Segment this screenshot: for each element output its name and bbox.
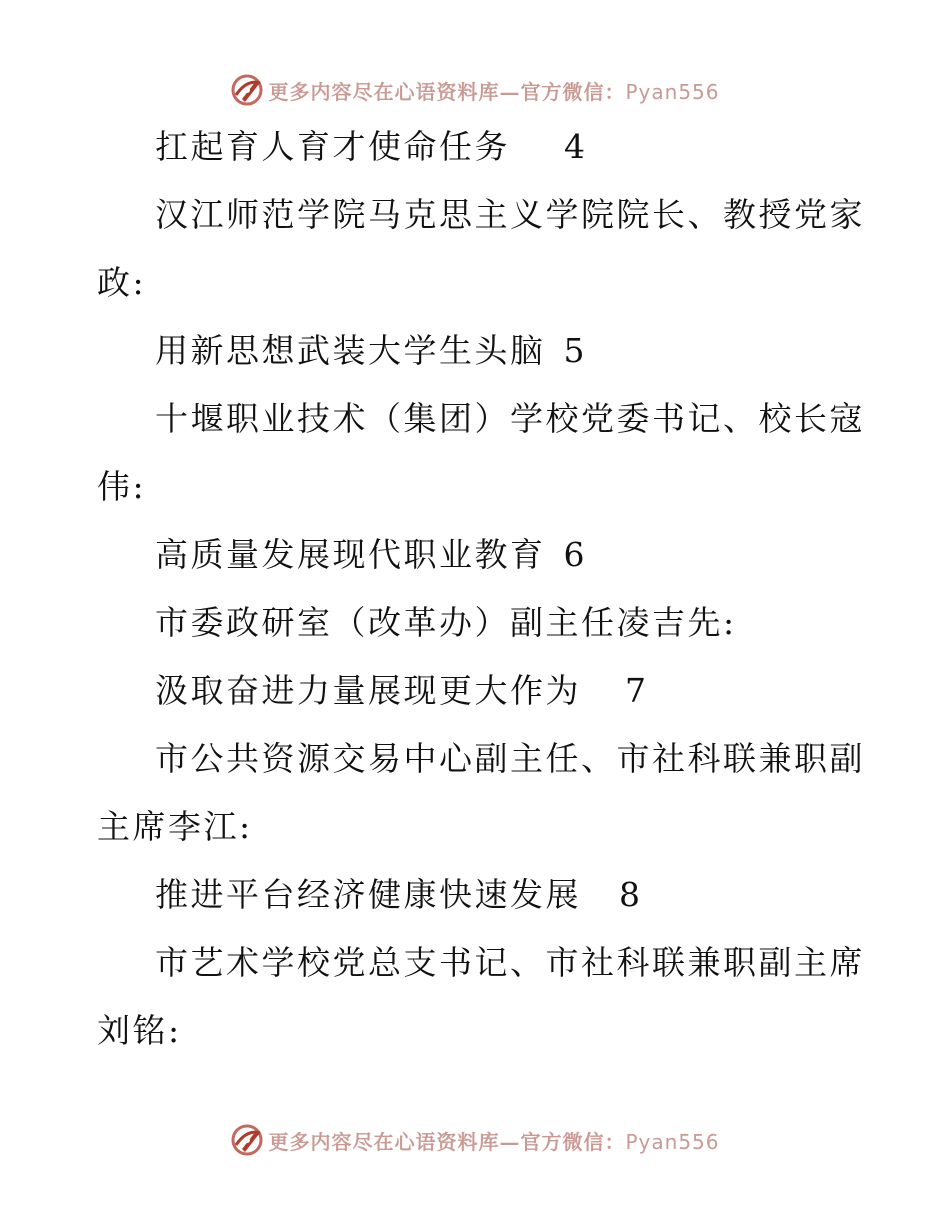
toc-entry: 汲取奋进力量展现更大作为 7	[155, 671, 649, 710]
toc-entry: 用新思想武装大学生头脑 5	[155, 331, 587, 370]
author-line-continued: 主席李江:	[97, 807, 253, 846]
author-line: 市公共资源交易中心副主任、市社科联兼职副	[155, 739, 865, 778]
author-line-continued: 伟:	[97, 467, 147, 506]
toc-entry: 扛起育人育才使命任务 4	[155, 127, 588, 166]
header-watermark	[0, 70, 950, 110]
footer-watermark	[0, 1120, 950, 1160]
pen-logo-icon	[230, 1123, 264, 1157]
toc-entry: 推进平台经济健康快速发展 8	[155, 875, 643, 914]
author-line: 汉江师范学院马克思主义学院院长、教授党家	[155, 195, 865, 234]
pen-logo-icon	[230, 73, 264, 107]
author-line: 十堰职业技术（集团）学校党委书记、校长寇	[155, 399, 865, 438]
author-line-continued: 刘铭:	[97, 1011, 182, 1050]
author-line: 市委政研室（改革办）副主任凌吉先:	[155, 603, 737, 642]
document-body	[97, 113, 865, 1065]
watermark-text: 更多内容尽在心语资料库—官方微信：Pyan556	[268, 1129, 720, 1154]
watermark-text: 更多内容尽在心语资料库—官方微信：Pyan556	[268, 79, 720, 104]
toc-entry: 高质量发展现代职业教育 6	[155, 535, 587, 574]
author-line-continued: 政:	[97, 263, 147, 302]
author-line: 市艺术学校党总支书记、市社科联兼职副主席	[155, 943, 865, 982]
